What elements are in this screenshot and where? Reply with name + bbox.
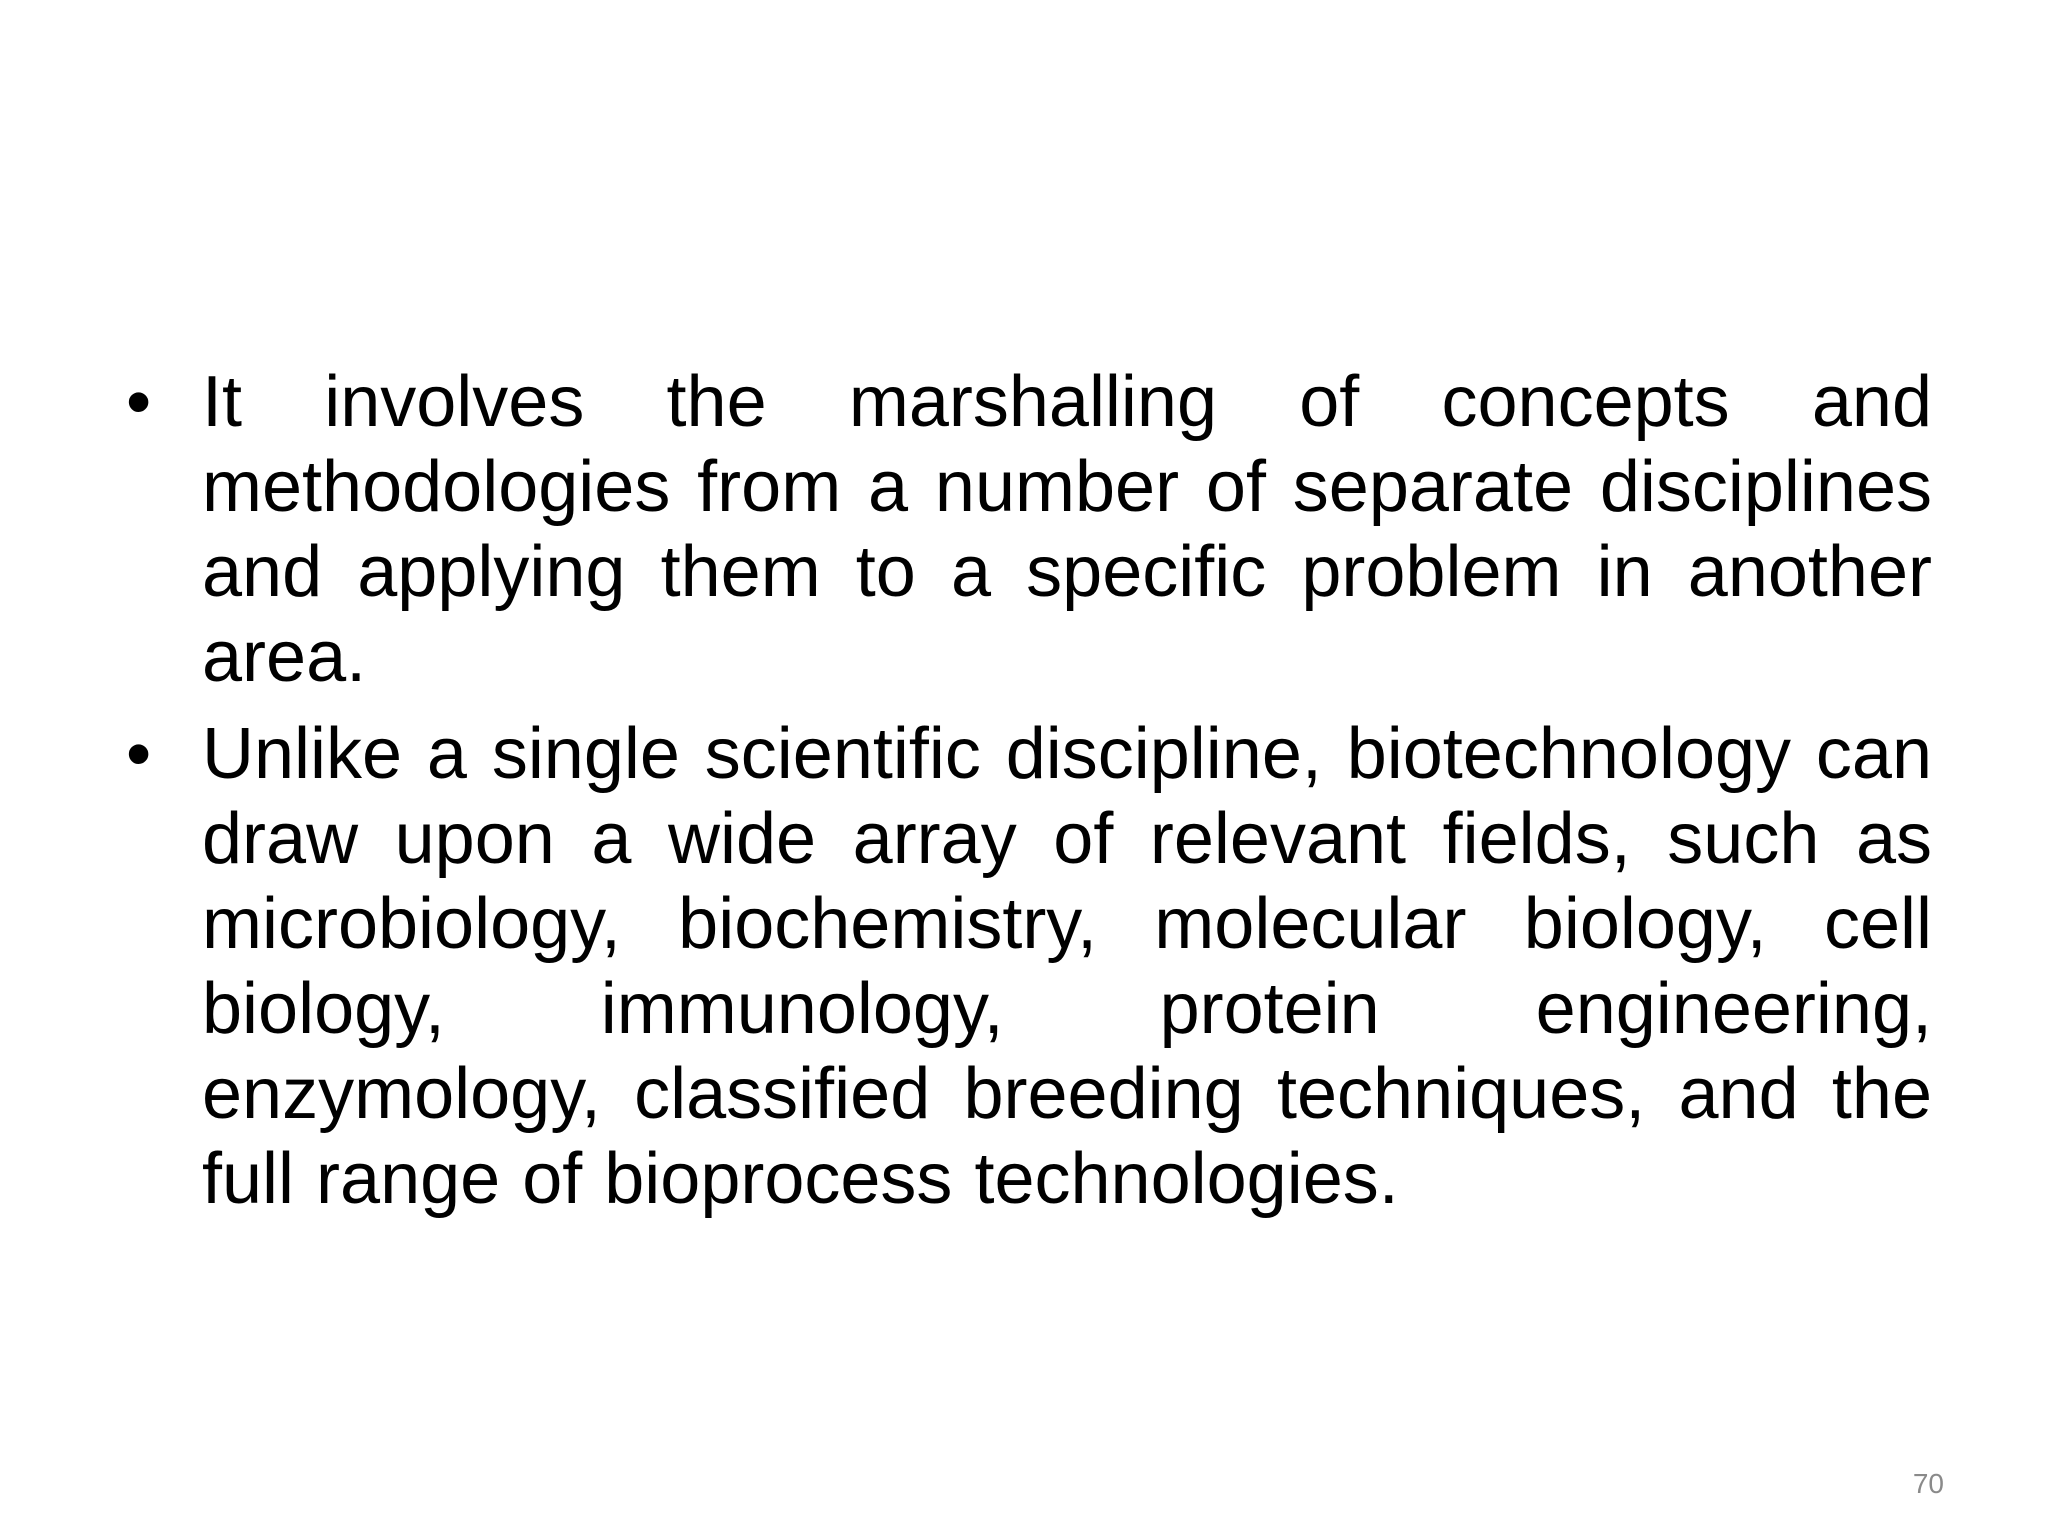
slide-content [120, 360, 1932, 1234]
bullet-item [120, 360, 1932, 700]
bullet-item [120, 712, 1932, 1222]
bullet-list [120, 360, 1932, 1222]
bullet-text: It involves the marshalling of concepts and methodologies from a number of separate disciplines and applying them to a specific problem in another area. [202, 362, 1932, 697]
bullet-marker: • [126, 714, 152, 794]
page-number: 70 [1912, 1468, 1944, 1499]
bullet-text: Unlike a single scientific discipline, biotechnology can draw upon a wide array of relevant fields, such as microbiology, biochemistry, molecular biology, cell biology, immunology, protein engineering, enzymology, classified breeding techniques, and the full range of bioprocess technologies. [202, 714, 1932, 1219]
bullet-marker: • [126, 362, 152, 442]
